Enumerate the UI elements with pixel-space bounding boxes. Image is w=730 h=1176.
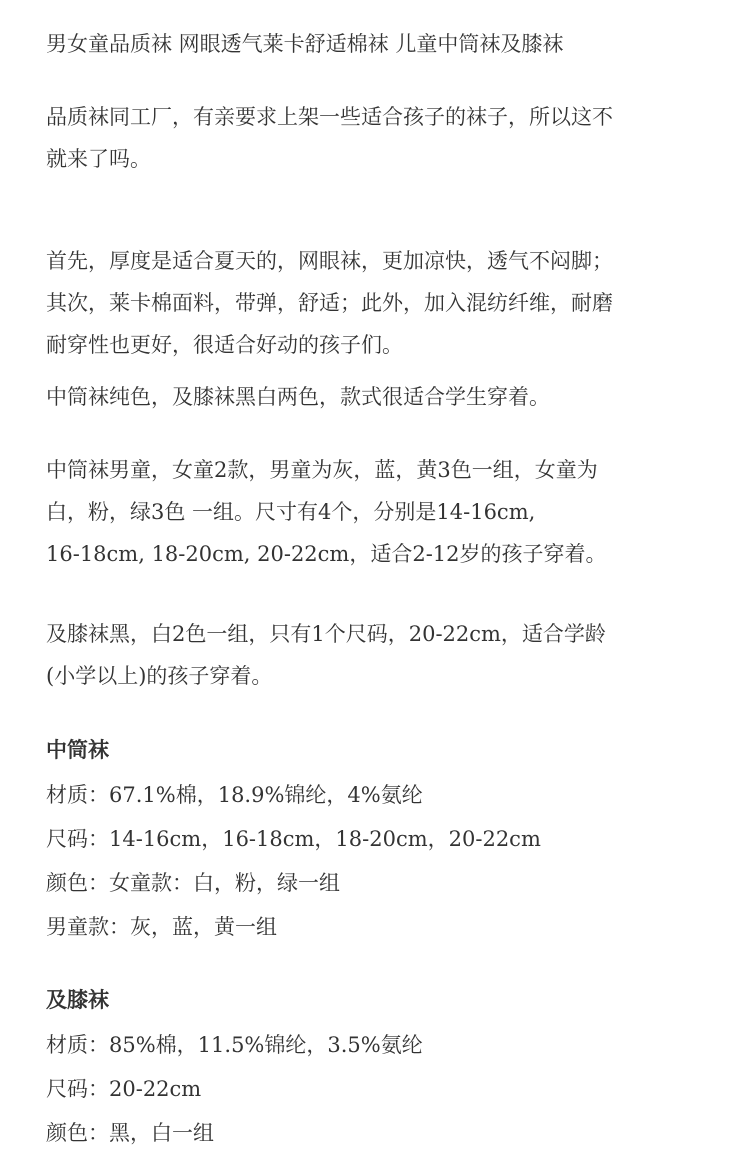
text-line: 首先，厚度是适合夏天的，网眼袜，更加凉快，透气不闷脚； — [46, 249, 613, 273]
text-line: 中筒袜纯色，及膝袜黑白两色，款式很适合学生穿着。 — [46, 385, 550, 409]
mid-calf-paragraph — [46, 449, 710, 575]
text-line: 16-18cm, 18-20cm, 20-22cm，适合2-12岁的孩子穿着。 — [46, 542, 607, 566]
text-line: 白，粉，绿3色 一组。尺寸有4个，分别是14-16cm, — [46, 500, 536, 524]
text-line: 及膝袜黑，白2色一组，只有1个尺码，20-22cm，适合学龄 — [46, 622, 606, 646]
spec-material: 材质：67.1%棉，18.9%锦纶，4%氨纶 — [46, 783, 423, 807]
spec-material: 材质：85%棉，11.5%锦纶，3.5%氨纶 — [46, 1033, 423, 1057]
style-paragraph — [46, 376, 710, 418]
spec-list-knee-high — [46, 1023, 423, 1155]
knee-high-paragraph — [46, 613, 710, 697]
features-paragraph — [46, 240, 710, 366]
section-title-knee-high: 及膝袜 — [46, 987, 109, 1012]
text-line: 中筒袜男童，女童2款，男童为灰，蓝，黄3色一组，女童为 — [46, 458, 598, 482]
product-title: 男女童品质袜 网眼透气莱卡舒适棉袜 儿童中筒袜及膝袜 — [46, 32, 564, 56]
spec-size: 尺码：20-22cm — [46, 1077, 202, 1101]
text-line: 品质袜同工厂，有亲要求上架一些适合孩子的袜子，所以这不 — [46, 105, 613, 129]
spec-size: 尺码：14-16cm，16-18cm，18-20cm，20-22cm — [46, 827, 541, 851]
text-line: 就来了吗。 — [46, 147, 151, 171]
section-title-mid-calf: 中筒袜 — [46, 737, 109, 762]
intro-paragraph — [46, 96, 710, 180]
spec-color-girls: 颜色：女童款：白，粉，绿一组 — [46, 871, 340, 895]
spec-list-mid-calf — [46, 773, 541, 949]
text-line: 其次，莱卡棉面料，带弹，舒适；此外，加入混纺纤维，耐磨 — [46, 291, 613, 315]
spec-color: 颜色：黑，白一组 — [46, 1121, 214, 1145]
spec-color-boys: 男童款：灰，蓝，黄一组 — [46, 915, 277, 939]
text-line: (小学以上)的孩子穿着。 — [46, 664, 273, 688]
text-line: 耐穿性也更好，很适合好动的孩子们。 — [46, 333, 403, 357]
